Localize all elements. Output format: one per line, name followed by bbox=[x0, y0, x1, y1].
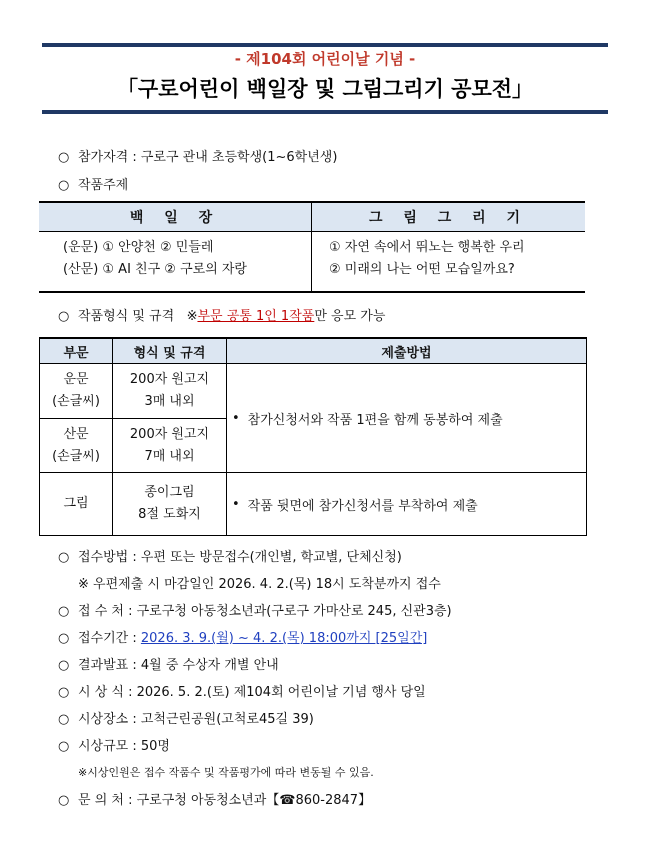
format-heading-prefix: 작품형식 및 규격 ※ bbox=[78, 309, 198, 324]
circle-bullet-icon: ○ bbox=[58, 309, 70, 324]
submission-period-value: 2026. 3. 9.(월) ~ 4. 2.(목) 18:00까지 [25일간] bbox=[140, 631, 428, 646]
format-cell-spec bbox=[113, 473, 226, 535]
spec-line: 200자 원고지 bbox=[129, 426, 210, 442]
circle-bullet-icon: ○ bbox=[58, 150, 70, 165]
award-scale-line bbox=[58, 735, 170, 754]
category-name: 운문 bbox=[63, 372, 89, 387]
category-name: 산문 bbox=[63, 426, 89, 442]
theme-drawing-topic-2: ② 미래의 나는 어떤 모습일까요? bbox=[329, 262, 515, 277]
category-note: (손글씨) bbox=[52, 448, 100, 464]
spec-line: 종이그림 bbox=[144, 485, 195, 500]
format-col-divider bbox=[226, 339, 227, 535]
circle-bullet-icon: ○ bbox=[58, 793, 70, 808]
format-method-drawing bbox=[232, 473, 478, 535]
theme-header-writing: 백 일 장 bbox=[39, 203, 312, 232]
format-header-spec: 형식 및 규격 bbox=[113, 339, 226, 364]
format-cell-category bbox=[40, 419, 112, 472]
theme-writing-prose: (산문) ① AI 친구 ② 구로의 자랑 bbox=[63, 262, 247, 277]
format-header-category: 부문 bbox=[40, 339, 112, 364]
circle-bullet-icon: ○ bbox=[58, 631, 70, 646]
spec-line: 3매 내외 bbox=[144, 394, 195, 409]
event-subtitle: - 제104회 어린이날 기념 - bbox=[234, 50, 416, 68]
theme-writing-verse: (운문) ① 안양천 ② 민들레 bbox=[63, 240, 214, 255]
dot-bullet-icon: • bbox=[232, 496, 240, 512]
contact-line bbox=[58, 789, 371, 808]
format-header-method: 제출방법 bbox=[227, 339, 586, 364]
format-heading-suffix: 만 응모 가능 bbox=[314, 309, 386, 324]
circle-bullet-icon: ○ bbox=[58, 178, 70, 193]
circle-bullet-icon: ○ bbox=[58, 739, 70, 754]
circle-bullet-icon: ○ bbox=[58, 604, 70, 619]
result-text: 결과발표 : 4월 중 수상자 개별 안내 bbox=[78, 658, 279, 673]
result-line bbox=[58, 654, 279, 673]
submission-period-label: 접수기간 : bbox=[78, 631, 141, 646]
theme-drawing-topics bbox=[329, 237, 525, 281]
eligibility-line bbox=[58, 146, 337, 165]
venue-text: 시상장소 : 고척근린공원(고척로45길 39) bbox=[78, 712, 314, 727]
format-cell-category bbox=[40, 364, 112, 418]
submission-place-line bbox=[58, 600, 452, 619]
ceremony-line bbox=[58, 681, 426, 700]
theme-table bbox=[39, 201, 585, 293]
contact-text: 문 의 처 : 구로구청 아동청소년과【☎860-2847】 bbox=[78, 793, 372, 808]
theme-header-drawing: 그 림 그 리 기 bbox=[312, 203, 585, 232]
format-table bbox=[39, 337, 587, 536]
format-cell-spec bbox=[113, 419, 226, 472]
theme-heading: 작품주제 bbox=[78, 178, 129, 193]
spec-line: 200자 원고지 bbox=[129, 372, 210, 387]
submission-period-line bbox=[58, 627, 427, 646]
submission-method-text: 접수방법 : 우편 또는 방문접수(개인별, 학교별, 단체신청) bbox=[78, 550, 402, 565]
theme-drawing-topic-1: ① 자연 속에서 뛰노는 행복한 우리 bbox=[329, 240, 525, 255]
submission-place-text: 접 수 처 : 구로구청 아동청소년과(구로구 가마산로 245, 신관3층) bbox=[78, 604, 452, 619]
format-cell-spec bbox=[113, 364, 226, 418]
dot-bullet-icon: • bbox=[232, 410, 240, 426]
method-writing-text: 참가신청서와 작품 1편을 함께 동봉하여 제출 bbox=[247, 412, 503, 428]
submission-method-line bbox=[58, 546, 402, 565]
theme-divider bbox=[311, 203, 312, 291]
format-heading-highlight: 부문 공통 1인 1작품 bbox=[197, 309, 315, 324]
award-scale-note: ※시상인원은 접수 작품수 및 작품평가에 따라 변동될 수 있음. bbox=[78, 766, 374, 779]
spec-line: 7매 내외 bbox=[144, 448, 195, 464]
circle-bullet-icon: ○ bbox=[58, 712, 70, 727]
format-heading-line bbox=[58, 305, 385, 324]
mail-deadline-note: ※ 우편제출 시 마감일인 2026. 4. 2.(목) 18시 도착분까지 접수 bbox=[78, 577, 441, 592]
spec-line: 8절 도화지 bbox=[138, 507, 201, 522]
circle-bullet-icon: ○ bbox=[58, 658, 70, 673]
venue-line bbox=[58, 708, 314, 727]
award-scale-text: 시상규모 : 50명 bbox=[78, 739, 170, 754]
circle-bullet-icon: ○ bbox=[58, 685, 70, 700]
format-method-writing bbox=[232, 364, 503, 472]
circle-bullet-icon: ○ bbox=[58, 550, 70, 565]
eligibility-text: 참가자격 : 구로구 관내 초등학생(1~6학년생) bbox=[78, 150, 338, 165]
header-top-rule bbox=[42, 43, 608, 47]
header-bottom-rule bbox=[42, 110, 608, 114]
method-drawing-text: 작품 뒷면에 참가신청서를 부착하여 제출 bbox=[247, 498, 478, 514]
theme-writing-topics bbox=[63, 237, 247, 281]
category-name: 그림 bbox=[63, 496, 89, 511]
page-title: 「구로어린이 백일장 및 그림그리기 공모전」 bbox=[116, 77, 534, 101]
category-note: (손글씨) bbox=[52, 394, 100, 409]
format-cell-category bbox=[40, 473, 112, 535]
theme-heading-line bbox=[58, 174, 128, 193]
ceremony-text: 시 상 식 : 2026. 5. 2.(토) 제104회 어린이날 기념 행사 당일 bbox=[78, 685, 426, 700]
